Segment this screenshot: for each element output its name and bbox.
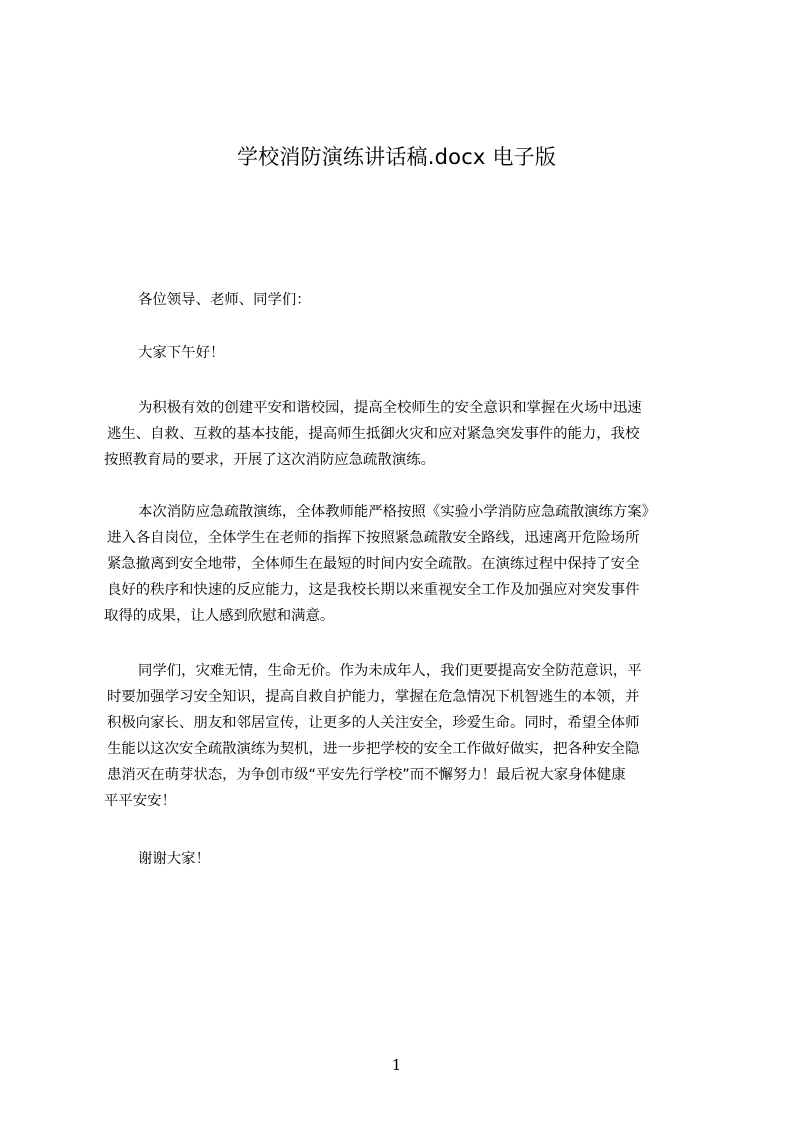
paragraph-line: 为积极有效的创建平安和谐校园，提高全校师生的安全意识和掌握在火场中迅速 xyxy=(138,400,642,416)
page-number: 1 xyxy=(391,1056,402,1074)
paragraph-line: 取得的成果，让人感到欣慰和满意。 xyxy=(104,608,335,624)
paragraph-line: 患消灭在萌芽状态，为争创市级“平安先行学校”而不懈努力！最后祝大家身体健康 xyxy=(107,767,626,783)
paragraph-line: 生能以这次安全疏散演练为契机，进一步把学校的安全工作做好做实，把各种安全隐 xyxy=(107,741,640,757)
paragraph-line: 时要加强学习安全知识，提高自救自护能力，掌握在危急情况下机智逃生的本领，并 xyxy=(107,689,640,705)
paragraph-1 xyxy=(104,395,700,473)
paragraph-line: 积极向家长、朋友和邻居宣传，让更多的人关注安全，珍爱生命。同时，希望全体师 xyxy=(107,715,640,731)
greeting-paragraph xyxy=(104,340,700,366)
paragraph-line: 进入各自岗位，全体学生在老师的指挥下按照紧急疏散安全路线，迅速离开危险场所 xyxy=(107,530,640,546)
paragraph-line: 良好的秩序和快速的反应能力，这是我校长期以来重视安全工作及加强应对突发事件 xyxy=(107,582,640,598)
paragraph-line: 紧急撤离到安全地带，全体师生在最短的时间内安全疏散。在演练过程中保持了安全 xyxy=(107,556,640,572)
closing-text: 谢谢大家！ xyxy=(138,851,210,867)
paragraph-line: 同学们，灾难无情，生命无价。作为未成年人，我们更要提高安全防范意识，平 xyxy=(138,663,642,679)
greeting-text: 大家下午好！ xyxy=(138,345,225,361)
paragraph-line: 平平安安！ xyxy=(104,793,176,809)
paragraph-3 xyxy=(104,658,700,814)
paragraph-line: 本次消防应急疏散演练，全体教师能严格按照《实验小学消防应急疏散演练方案》 xyxy=(138,504,657,520)
closing-paragraph xyxy=(104,846,700,872)
salutation-text: 各位领导、老师、同学们： xyxy=(138,292,311,308)
document-title: 学校消防演练讲话稿.docx 电子版 xyxy=(236,145,557,169)
paragraph-line: 按照教育局的要求，开展了这次消防应急疏散演练。 xyxy=(104,452,435,468)
paragraph-2 xyxy=(104,499,700,629)
paragraph-line: 逃生、自救、互救的基本技能，提高师生抵御火灾和应对紧急突发事件的能力，我校 xyxy=(107,426,640,442)
salutation-paragraph xyxy=(104,287,700,313)
